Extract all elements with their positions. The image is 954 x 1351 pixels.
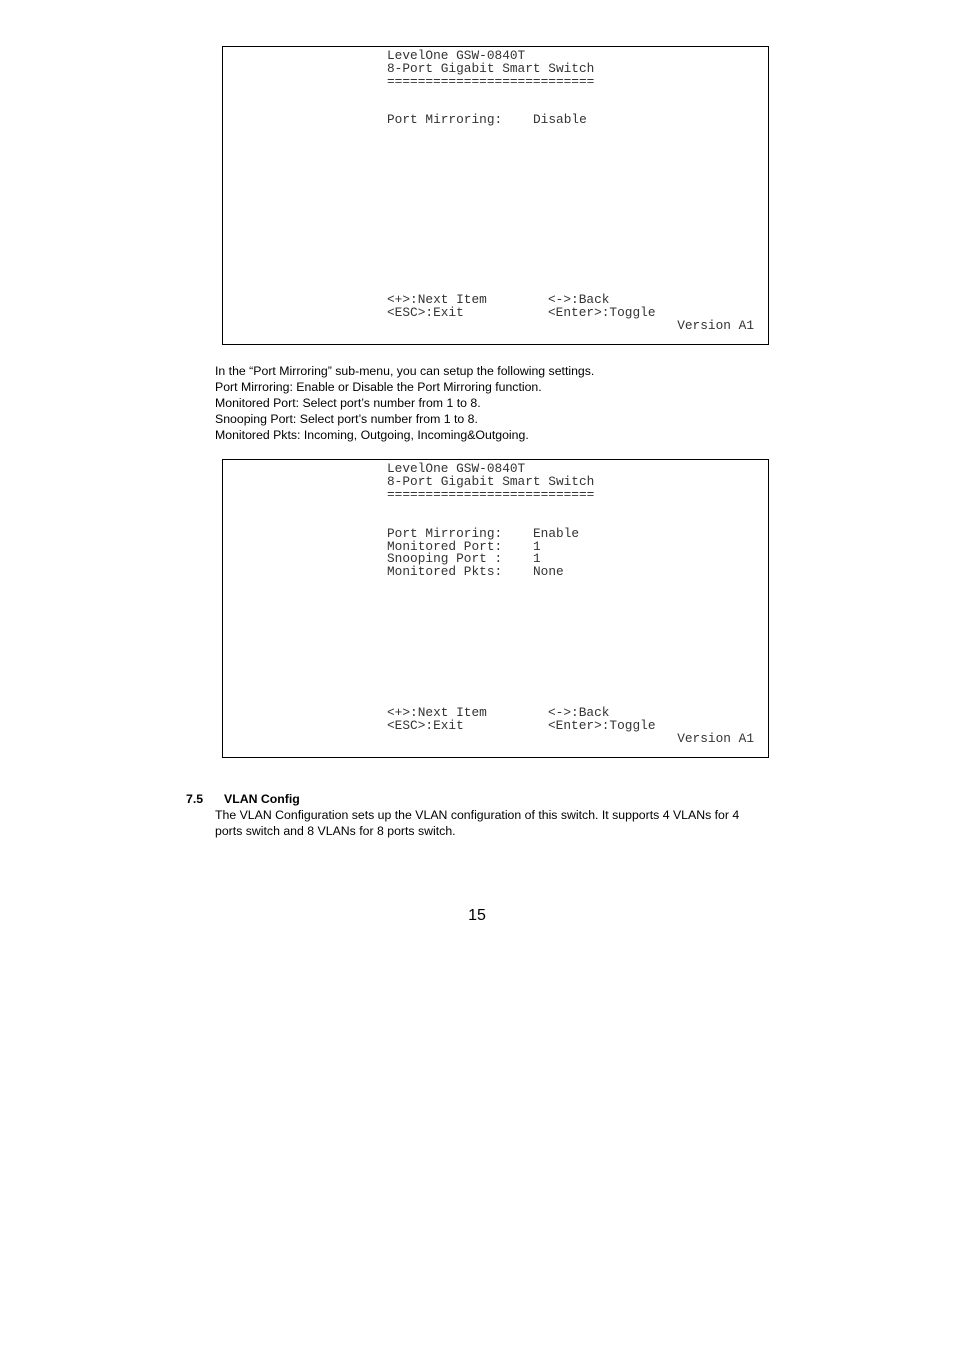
key-hint-toggle: <Enter>:Toggle (548, 718, 656, 733)
field-value-port-mirroring[interactable]: Disable (533, 112, 587, 127)
terminal-subtitle: 8-Port Gigabit Smart Switch (387, 61, 595, 76)
field-value-monitored-port[interactable]: 1 (533, 539, 541, 554)
field-label-port-mirroring: Port Mirroring: (387, 112, 503, 127)
intro-line-3: Monitored Port: Select port’s number from 1 to 8. (215, 396, 481, 410)
field-value-snooping-port[interactable]: 1 (533, 551, 541, 566)
key-hint-exit: <ESC>:Exit (387, 305, 464, 320)
intro-line-2: Port Mirroring: Enable or Disable the Port Mirroring function. (215, 380, 542, 394)
field-label-monitored-port: Monitored Port: (387, 539, 503, 554)
key-hint-exit: <ESC>:Exit (387, 718, 464, 733)
field-value-port-mirroring[interactable]: Enable (533, 526, 580, 541)
key-hint-next-item: <+>:Next Item (387, 292, 487, 307)
intro-line-1: In the “Port Mirroring” sub-menu, you can setup the following settings. (215, 364, 595, 378)
terminal-screen-port-mirroring-disabled (222, 46, 769, 345)
key-hint-toggle: <Enter>:Toggle (548, 305, 656, 320)
terminal-subtitle: 8-Port Gigabit Smart Switch (387, 474, 595, 489)
terminal-rule: =========================== (387, 74, 595, 89)
key-hint-back: <->:Back (548, 292, 610, 307)
intro-line-5: Monitored Pkts: Incoming, Outgoing, Incoming&Outgoing. (215, 428, 529, 442)
terminal-screen-port-mirroring-enabled (222, 459, 769, 758)
field-label-monitored-pkts: Monitored Pkts: (387, 564, 503, 579)
key-hint-back: <->:Back (548, 705, 610, 720)
field-label-port-mirroring: Port Mirroring: (387, 526, 503, 541)
terminal-title: LevelOne GSW-0840T (387, 48, 526, 63)
page-number: 15 (468, 907, 486, 924)
terminal-rule: =========================== (387, 487, 595, 502)
intro-line-4: Snooping Port: Select port’s number from 1 to 8. (215, 412, 478, 426)
key-hint-next-item: <+>:Next Item (387, 705, 487, 720)
field-value-monitored-pkts[interactable]: None (533, 564, 564, 579)
version-label: Version A1 (677, 731, 754, 746)
section-body-line-1: The VLAN Configuration sets up the VLAN configuration of this switch. It supports 4 VLANs for 4 (215, 808, 740, 822)
field-label-snooping-port: Snooping Port : (387, 551, 503, 566)
section-body-line-2: ports switch and 8 VLANs for 8 ports switch. (215, 824, 456, 838)
version-label: Version A1 (677, 318, 754, 333)
section-number: 7.5 (186, 792, 204, 806)
section-title: VLAN Config (224, 792, 300, 806)
terminal-title: LevelOne GSW-0840T (387, 461, 526, 476)
